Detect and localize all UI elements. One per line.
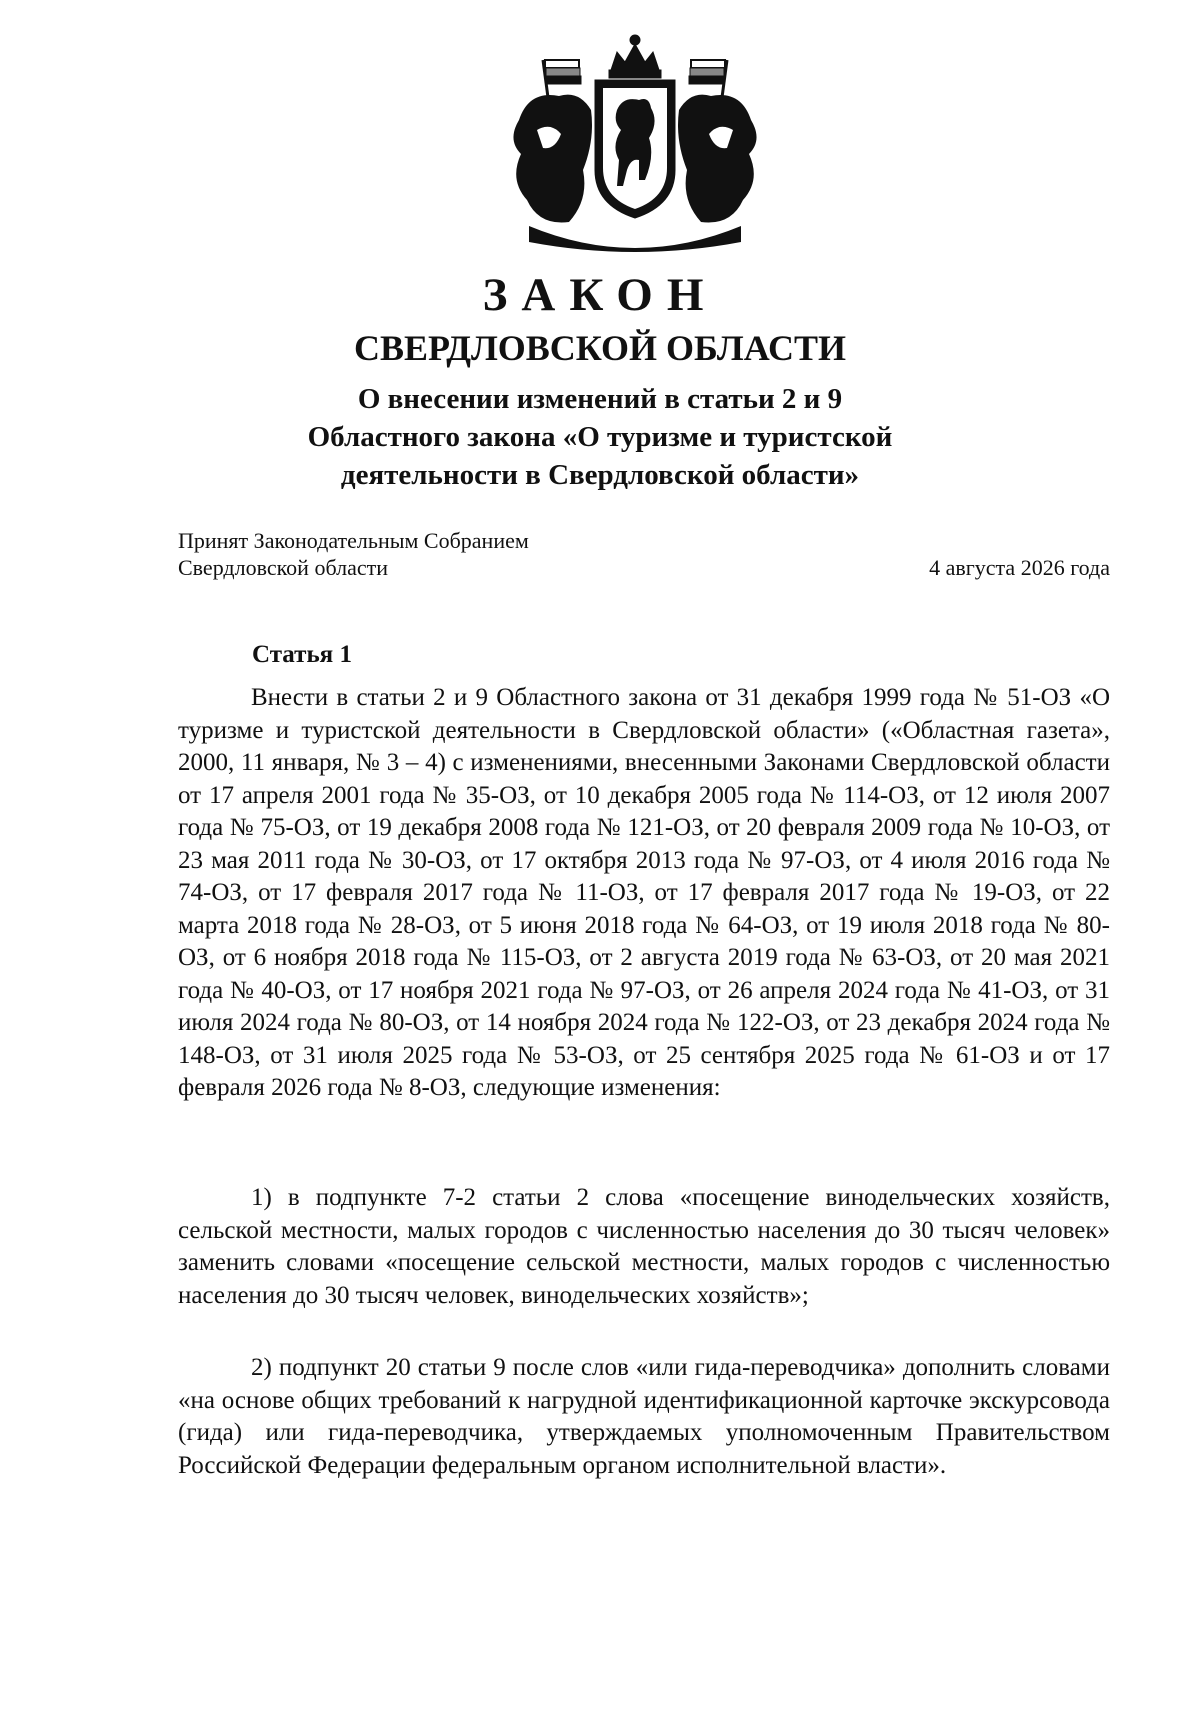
coat-of-arms-icon <box>499 30 771 262</box>
adoption-line: Свердловской области <box>178 555 388 580</box>
adoption-authority <box>178 527 529 581</box>
article-paragraph: 2) подпункт 20 статьи 9 после слов «или гида-переводчика» дополнить словами «на основе общих требований к нагрудной идентификационной карточке экскурсовода (гида) или гида-переводчика, утверждаемых уполномоченным Правительством Российской Федерации федеральным органом исполнительной власти». <box>178 1354 1110 1479</box>
law-subject-line: О внесении изменений в статьи 2 и 9 <box>357 383 843 415</box>
article-paragraph: Внести в статьи 2 и 9 Областного закона от 31 декабря 1999 года № 51-ОЗ «О туризме и туристской деятельности в Свердловской области» («Областная газета», 2000, 11 января, № 3 – 4) с изменениями, внесенными Законами Свердловской области от 17 апреля 2001 года № 35-ОЗ, от 10 декабря 2005 года № 114-ОЗ, от 12 июля 2007 года № 75-ОЗ, от 19 декабря 2008 года № 121-ОЗ, от 20 февраля 2009 года № 10-ОЗ, от 23 мая 2011 года № 30-ОЗ, от 17 октября 2013 года № 97-ОЗ, от 4 июля 2016 года № 74-ОЗ, от 17 февраля 2017 года № 11-ОЗ, от 17 февраля 2017 года № 19-ОЗ, от 22 марта 2018 года № 28-ОЗ, от 5 июня 2018 года № 64-ОЗ, от 19 июля 2018 года № 80-ОЗ, от 6 ноября 2018 года № 115-ОЗ, от 2 августа 2019 года № 63-ОЗ, от 20 мая 2021 года № 40-ОЗ, от 17 ноября 2021 года № 97-ОЗ, от 26 апреля 2024 года № 41-ОЗ, от 31 июля 2024 года № 80-ОЗ, от 14 ноября 2024 года № 122-ОЗ, от 23 декабря 2024 года № 148-ОЗ, от 31 июля 2025 года № 53-ОЗ, от 25 сентября 2025 года № 61-ОЗ и от 17 февраля 2026 года № 8-ОЗ, следующие изменения: <box>178 684 1110 1101</box>
law-subject-line: деятельности в Свердловской области» <box>340 459 860 491</box>
adoption-date: 4 августа 2026 года <box>929 555 1110 580</box>
article-heading: Статья 1 <box>252 641 352 668</box>
article-paragraph: 1) в подпункте 7-2 статьи 2 слова «посещение винодельческих хозяйств, сельской местности, малых городов с численностью населения до 30 тысяч человек» заменить словами «посещение сельской местности, малых городов с численностью населения до 30 тысяч человек, винодельческих хозяйств»; <box>178 1184 1110 1309</box>
law-subject-line: Областного закона «О туризме и туристской <box>307 421 893 453</box>
law-subject-title <box>200 380 1000 494</box>
region-title: СВЕРДЛОВСКОЙ ОБЛАСТИ <box>354 328 846 368</box>
document-type-title: ЗАКОН <box>482 269 718 321</box>
adoption-line: Принят Законодательным Собранием <box>178 528 529 553</box>
